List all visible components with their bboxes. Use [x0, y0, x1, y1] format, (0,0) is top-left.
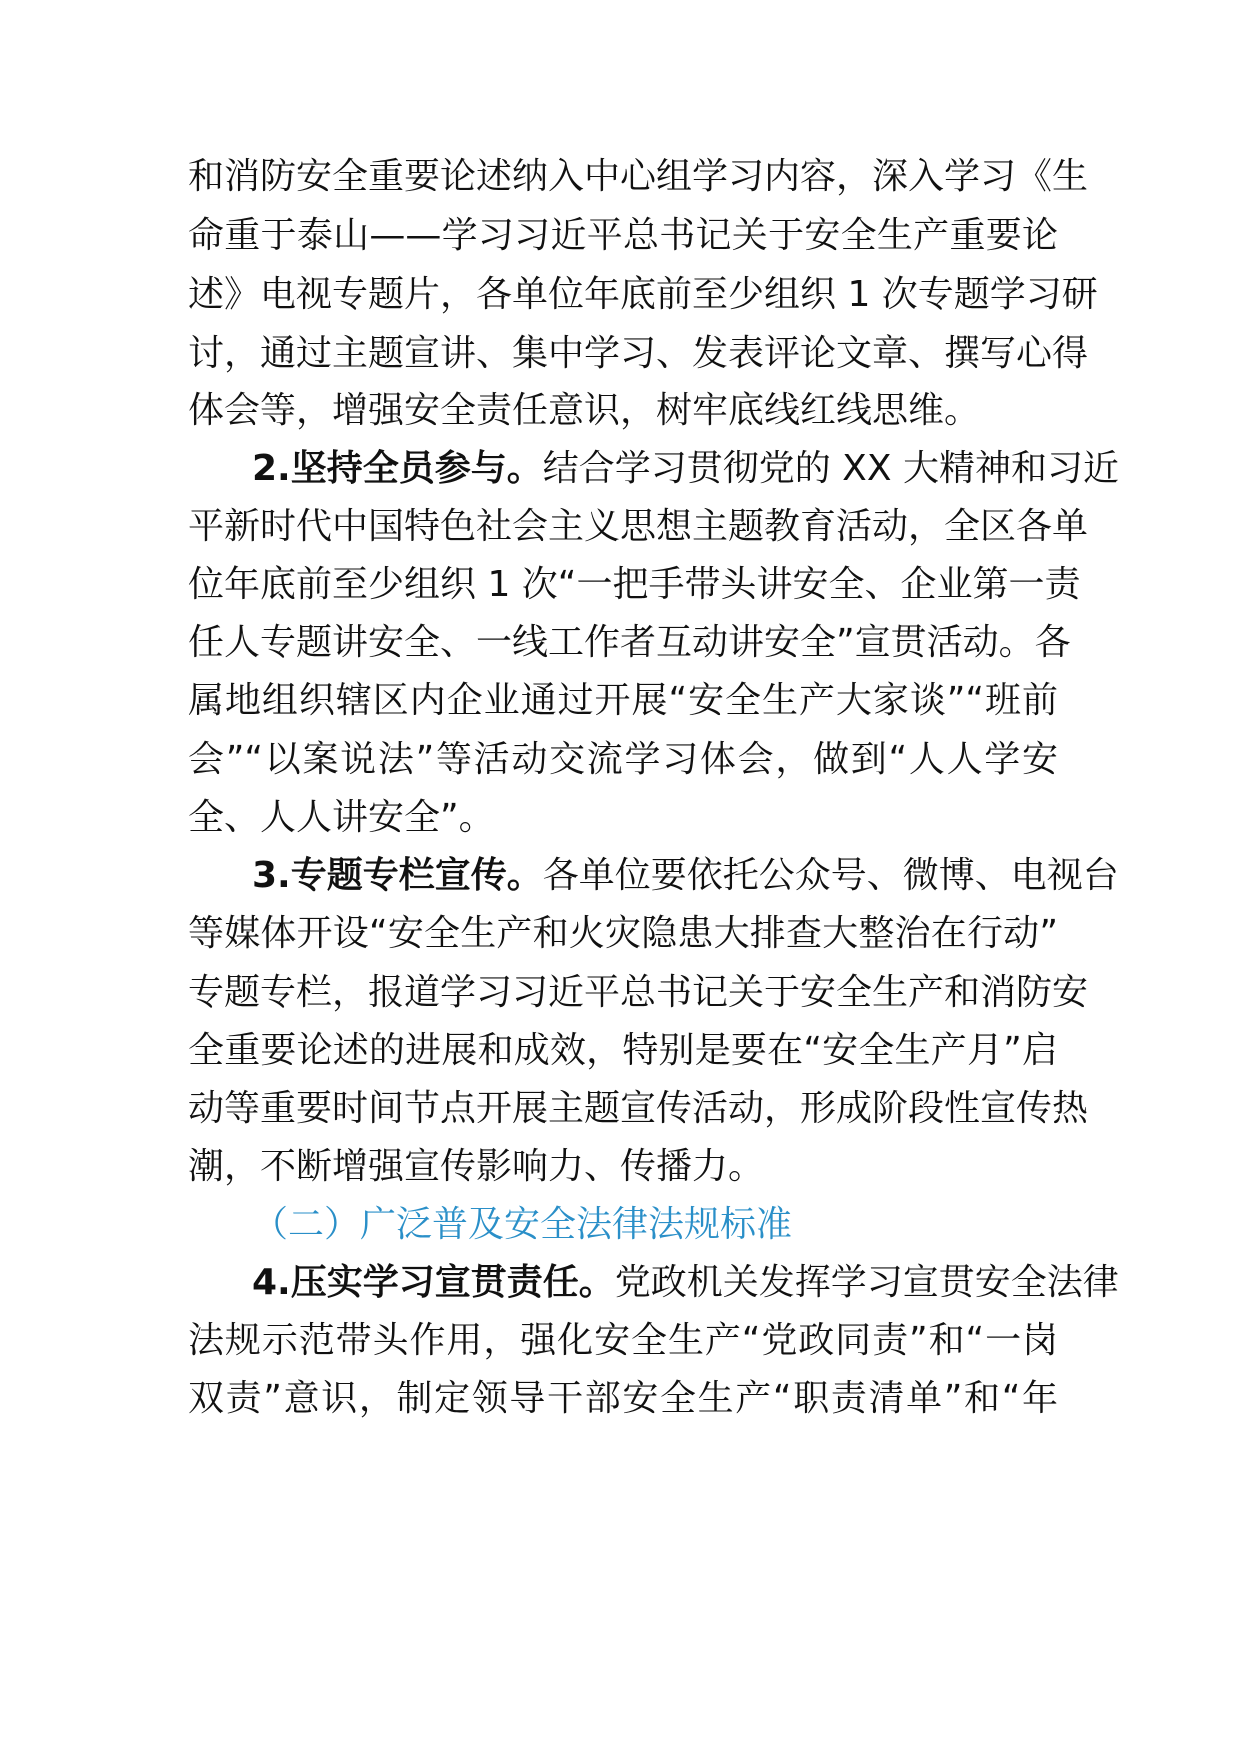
paragraph-2-line-7: 全、人人讲安全”。 [188, 797, 495, 838]
paragraph-2-line-1 [252, 436, 1119, 502]
section-heading: （二）广泛普及安全法律法规标准 [252, 1204, 793, 1245]
paragraph-3-line-2: 等媒体开设“安全生产和火灾隐患大排查大整治在行动” [188, 913, 1058, 954]
paragraph-3-title: 3.专题专栏宣传。 [252, 855, 543, 896]
paragraph-1-line-2: 命重于泰山——学习习近平总书记关于安全生产重要论 [188, 215, 1058, 256]
paragraph-3-line-3: 专题专栏，报道学习习近平总书记关于安全生产和消防安 [188, 972, 1089, 1013]
paragraph-4-title: 4.压实学习宣贯责任。 [252, 1262, 615, 1303]
paragraph-1-line-5: 体会等，增强安全责任意识，树牢底线红线思维。 [188, 390, 981, 431]
paragraph-1-line-3: 述》电视专题片，各单位年底前至少组织 1 次专题学习研 [188, 274, 1098, 315]
paragraph-4-first-line-text: 党政机关发挥学习宣贯安全法律 [614, 1262, 1119, 1303]
paragraph-2-title: 2.坚持全员参与。 [252, 448, 543, 489]
paragraph-3-first-line-text: 各单位要依托公众号、微博、电视台 [542, 855, 1119, 896]
paragraph-3-line-5: 动等重要时间节点开展主题宣传活动，形成阶段性宣传热 [188, 1088, 1089, 1129]
paragraph-2-line-6: 会”“以案说法”等活动交流学习体会，做到“人人学安 [188, 739, 1058, 780]
paragraph-2-line-5: 属地组织辖区内企业通过开展“安全生产大家谈”“班前 [188, 680, 1058, 721]
paragraph-2-line-2: 平新时代中国特色社会主义思想主题教育活动，全区各单 [188, 506, 1089, 547]
paragraph-4-line-1 [252, 1250, 1119, 1316]
paragraph-3-line-4: 全重要论述的进展和成效，特别是要在“安全生产月”启 [188, 1030, 1058, 1071]
paragraph-2-line-3: 位年底前至少组织 1 次“一把手带头讲安全、企业第一责 [188, 564, 1081, 605]
paragraph-2-first-line-text: 结合学习贯彻党的 XX 大精神和习近 [542, 448, 1119, 489]
paragraph-4-line-2: 法规示范带头作用，强化安全生产“党政同责”和“一岗 [188, 1320, 1058, 1361]
paragraph-1-line-1: 和消防安全重要论述纳入中心组学习内容，深入学习《生 [188, 156, 1089, 197]
paragraph-1-line-4: 讨，通过主题宣讲、集中学习、发表评论文章、撰写心得 [188, 333, 1089, 374]
paragraph-3-line-1 [252, 843, 1119, 909]
paragraph-2-line-4: 任人专题讲安全、一线工作者互动讲安全”宣贯活动。各 [188, 622, 1071, 663]
paragraph-3-line-6: 潮，不断增强宣传影响力、传播力。 [188, 1146, 765, 1187]
paragraph-4-line-3: 双责”意识，制定领导干部安全生产“职责清单”和“年 [188, 1378, 1058, 1419]
